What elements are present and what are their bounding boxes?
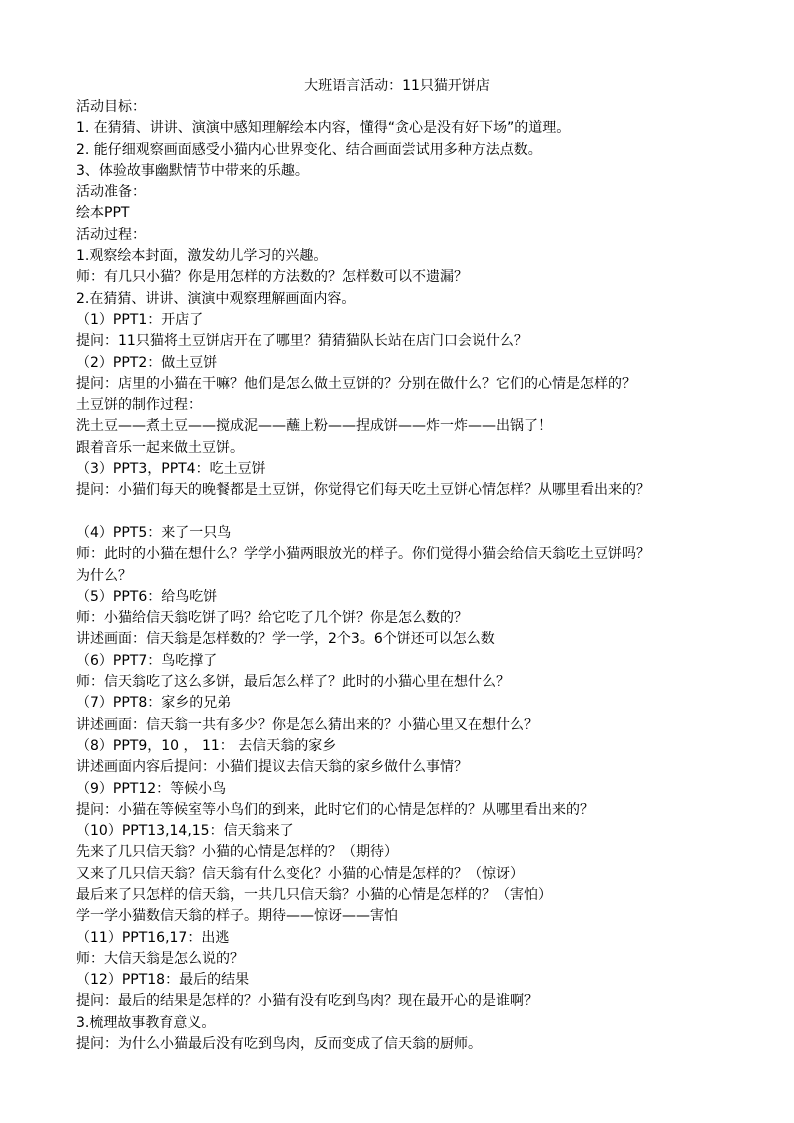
text-line: 讲述画面：信天翁是怎样数的？学一学，2个3。6个饼还可以怎么数 (76, 631, 495, 648)
process-step: 1.观察绘本封面，激发幼儿学习的兴趣。 (76, 248, 328, 265)
blank-line (76, 502, 736, 523)
text-line: 提问：11只猫将土豆饼店开在了哪里？猜猜猫队长站在店门口会说什么？ (76, 333, 528, 350)
document-title: 大班语言活动：11只猫开饼店 (304, 78, 490, 94)
text-line: 为什么？ (76, 567, 132, 584)
ppt-heading: （2）PPT2：做土豆饼 (76, 354, 218, 371)
ppt-heading: （7）PPT8：家乡的兄弟 (76, 695, 232, 712)
ppt-heading: （10）PPT13,14,15：信天翁来了 (76, 823, 294, 840)
ppt-heading: （9）PPT12：等候小鸟 (76, 780, 227, 797)
ppt-heading: （11）PPT16,17：出逃 (76, 929, 230, 946)
text-line: 师：有几只小猫？你是用怎样的方法数的？怎样数可以不遗漏？ (76, 269, 468, 286)
ppt-heading: （5）PPT6：给鸟吃饼 (76, 588, 218, 605)
objective-item: 1. 在猜猜、讲讲、演演中感知理解绘本内容，懂得“贪心是没有好下场”的道理。 (76, 120, 571, 137)
objective-item: 3、体验故事幽默情节中带来的乐趣。 (76, 162, 309, 179)
text-line: 师：信天翁吃了这么多饼，最后怎么样了？此时的小猫心里在想什么？ (76, 674, 510, 691)
text-line: 土豆饼的制作过程： (76, 397, 202, 414)
ppt-heading: （1）PPT1：开店了 (76, 311, 204, 328)
text-line: 提问：小猫们每天的晚餐都是土豆饼，你觉得它们每天吃土豆饼心情怎样？从哪里看出来的？ (76, 482, 650, 499)
text-line: 学一学小猫数信天翁的样子。期待——惊讶——害怕 (76, 908, 398, 925)
text-line: 最后来了只怎样的信天翁，一共几只信天翁？小猫的心情是怎样的？（害怕） (76, 886, 552, 903)
text-line: 提问：店里的小猫在干嘛？他们是怎么做土豆饼的？分别在做什么？它们的心情是怎样的？ (76, 375, 636, 392)
ppt-heading: （4）PPT5：来了一只鸟 (76, 524, 232, 541)
objective-item: 2. 能仔细观察画面感受小猫内心世界变化、结合画面尝试用多种方法点数。 (76, 141, 542, 158)
text-line: 先来了几只信天翁？小猫的心情是怎样的？（期待） (76, 844, 398, 861)
text-line: 讲述画面：信天翁一共有多少？你是怎么猜出来的？小猫心里又在想什么？ (76, 716, 538, 733)
text-line: 提问：最后的结果是怎样的？小猫有没有吃到鸟肉？现在最开心的是谁啊？ (76, 993, 538, 1010)
ppt-heading: （12）PPT18：最后的结果 (76, 972, 250, 989)
preparation-item: 绘本PPT (76, 205, 130, 222)
text-line: 师：小猫给信天翁吃饼了吗？给它吃了几个饼？你是怎么数的？ (76, 610, 468, 627)
text-line: 洗土豆——煮土豆——搅成泥——蘸上粉——捏成饼——炸一炸——出锅了！ (76, 418, 552, 435)
ppt-heading: （3）PPT3，PPT4：吃土豆饼 (76, 461, 266, 478)
text-line: 提问：小猫在等候室等小鸟们的到来，此时它们的心情是怎样的？从哪里看出来的？ (76, 801, 594, 818)
text-line: 师：大信天翁是怎么说的？ (76, 950, 244, 967)
text-line: 又来了几只信天翁？信天翁有什么变化？小猫的心情是怎样的？（惊讶） (76, 865, 524, 882)
text-line: 讲述画面内容后提问：小猫们提议去信天翁的家乡做什么事情？ (76, 759, 468, 776)
text-line: 提问：为什么小猫最后没有吃到鸟肉，反而变成了信天翁的厨师。 (76, 1036, 482, 1053)
process-step: 3.梳理故事教育意义。 (76, 1014, 216, 1031)
ppt-heading: （8）PPT9，10 ， 11： 去信天翁的家乡 (76, 737, 337, 754)
text-line: 师：此时的小猫在想什么？学学小猫两眼放光的样子。你们觉得小猫会给信天翁吃土豆饼吗？ (76, 546, 650, 563)
section-heading-process: 活动过程： (76, 226, 146, 243)
section-heading-objectives: 活动目标： (76, 99, 146, 115)
ppt-heading: （6）PPT7：鸟吃撑了 (76, 652, 218, 669)
document-body (76, 97, 736, 1055)
section-heading-preparation: 活动准备： (76, 184, 146, 201)
text-line: 跟着音乐一起来做土豆饼。 (76, 439, 244, 456)
process-step: 2.在猜猜、讲讲、演演中观察理解画面内容。 (76, 290, 356, 307)
